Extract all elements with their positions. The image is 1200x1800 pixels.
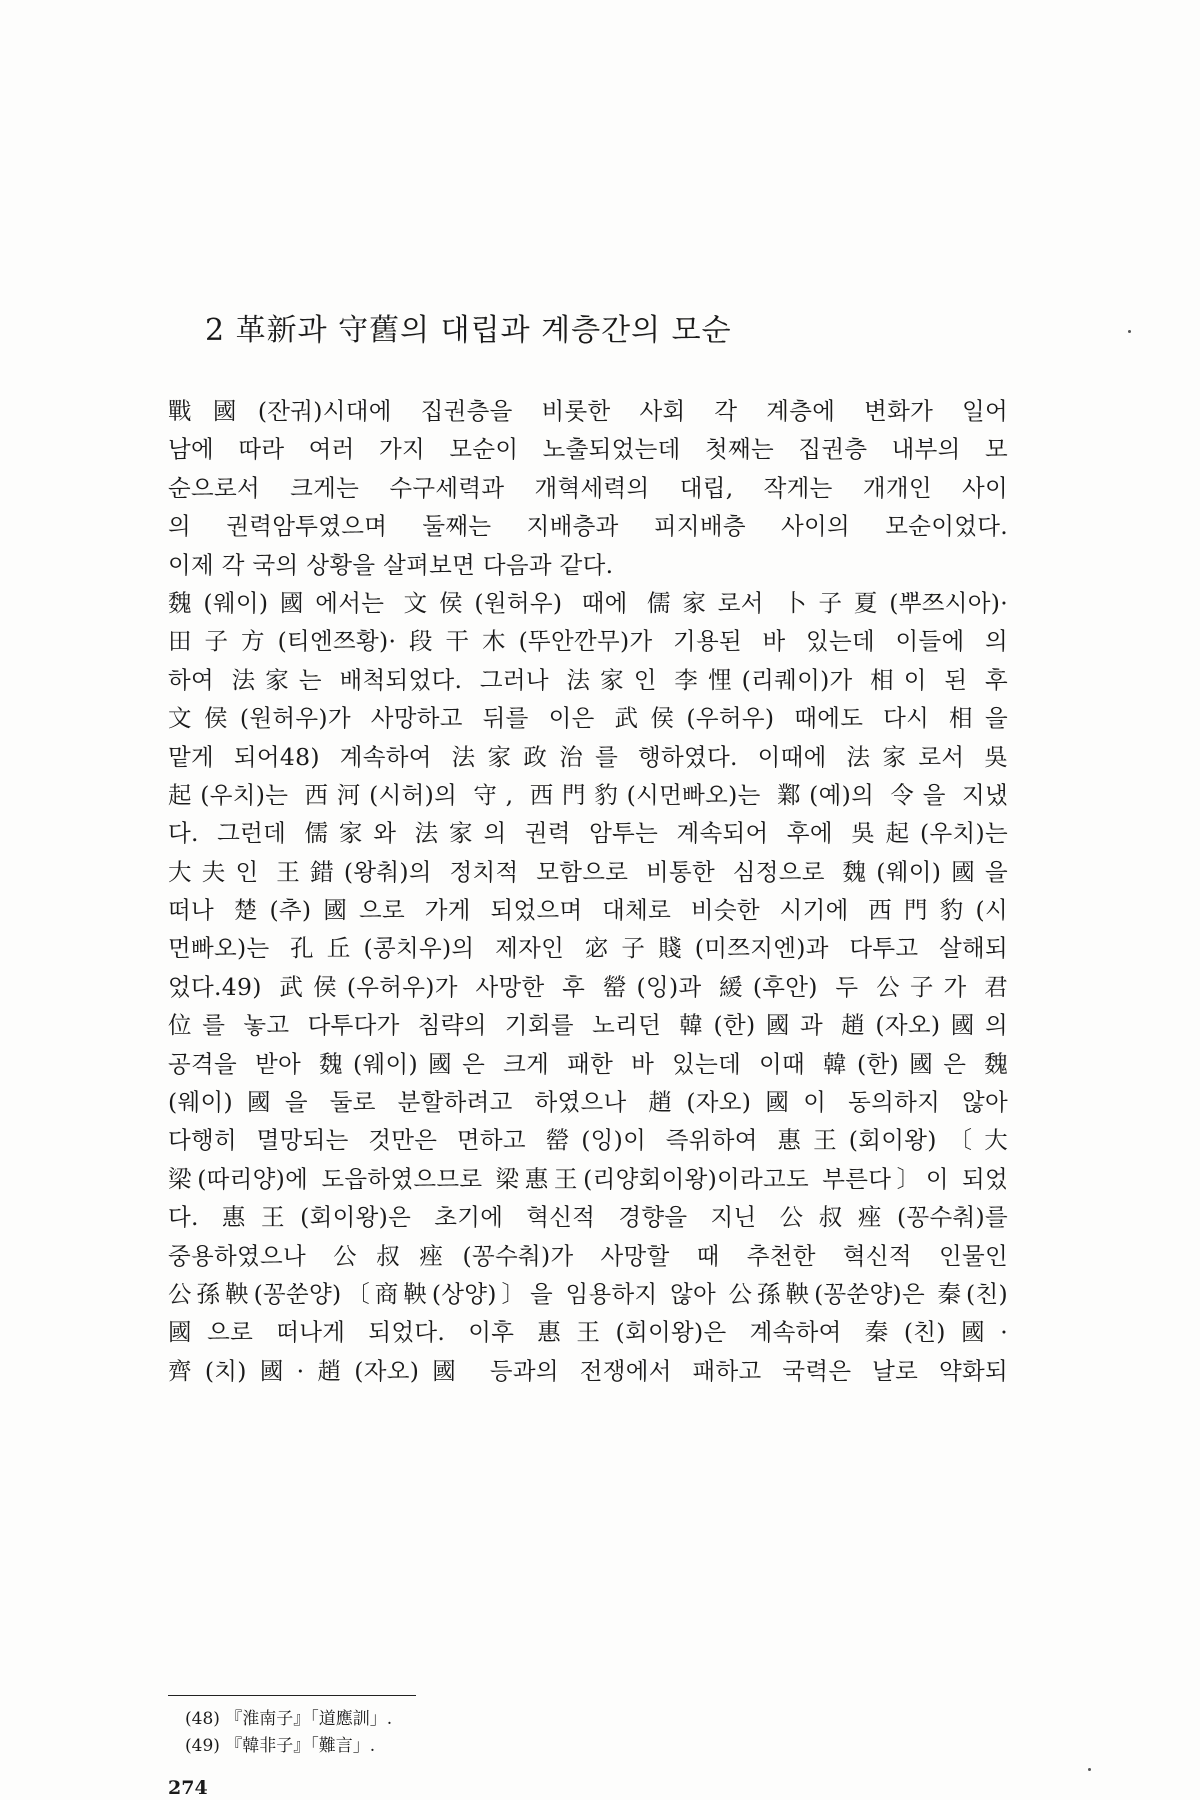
text-line: 魏(웨이)國에서는 文侯(원허우) 때에 儒家로서 卜子夏(뿌쯔시아)· — [168, 588, 1008, 617]
page-number: 274 — [168, 1777, 208, 1799]
footnote-48: (48) 『淮南子』「道應訓」. — [185, 1709, 393, 1729]
text-line: 었다.49) 武侯(우허우)가 사망한 후 罃(잉)과 緩(후안) 두 公子가 君 — [168, 972, 1008, 1001]
text-line: 文侯(원허우)가 사망하고 뒤를 이은 武侯(우허우) 때에도 다시 相을 — [168, 704, 1008, 733]
text-line: 齊(치)國·趙(자오)國 등과의 전쟁에서 패하고 국력은 날로 약화되 — [168, 1356, 1008, 1385]
text-line: 田子方(티엔쯔황)·段干木(뚜안깐무)가 기용된 바 있는데 이들에 의 — [168, 627, 1008, 656]
text-line: 國으로 떠나게 되었다. 이후 惠王(회이왕)은 계속하여 秦(친)國· — [168, 1318, 1008, 1347]
text-line: 공격을 받아 魏(웨이)國은 크게 패한 바 있는데 이때 韓(한)國은 魏 — [168, 1049, 1008, 1078]
text-line: 戰國(잔궈)시대에 집권층을 비롯한 사회 각 계층에 변화가 일어 — [168, 397, 1008, 425]
scan-speck — [1128, 330, 1131, 333]
text-line: 梁(따리양)에 도읍하였으므로 梁惠王(리양회이왕)이라고도 부른다〕이 되었 — [168, 1164, 1008, 1193]
body-text — [168, 392, 1008, 1390]
text-line: 다. 惠王(회이왕)은 초기에 혁신적 경향을 지닌 公叔痤(꽁수춰)를 — [168, 1203, 1008, 1232]
text-line: 먼빠오)는 孔丘(콩치우)의 제자인 宓子賤(미쯔지엔)과 다투고 살해되 — [168, 934, 1008, 963]
text-line: 하여 法家는 배척되었다. 그러나 法家인 李悝(리퀘이)가 相이 된 후 — [168, 665, 1008, 694]
text-line: 의 권력암투였으며 둘째는 지배층과 피지배층 사이의 모순이었다. — [168, 512, 1008, 541]
text-line: 다. 그런데 儒家와 法家의 권력 암투는 계속되어 후에 吳起(우치)는 — [168, 819, 1008, 848]
text-line: 位를 놓고 다투다가 침략의 기회를 노리던 韓(한)國과 趙(자오)國의 — [168, 1011, 1008, 1040]
text-line: 이제 각 국의 상황을 살펴보면 다음과 같다. — [168, 550, 614, 579]
section-heading: 2 革新과 守舊의 대립과 계층간의 모순 — [205, 313, 732, 348]
text-line: 떠나 楚(추)國으로 가게 되었으며 대체로 비슷한 시기에 西門豹(시 — [168, 896, 1008, 925]
text-line: 맡게 되어48) 계속하여 法家政治를 행하였다. 이때에 法家로서 吳 — [168, 742, 1008, 771]
text-line: (웨이)國을 둘로 분할하려고 하였으나 趙(자오)國이 동의하지 않아 — [168, 1088, 1008, 1117]
text-line: 중용하였으나 公叔痤(꽁수춰)가 사망할 때 추천한 혁신적 인물인 — [168, 1241, 1008, 1270]
text-line: 公孫鞅(꽁쑨양)〔商鞅(상양)〕을 임용하지 않아 公孫鞅(꽁쑨양)은 秦(친) — [168, 1279, 1008, 1308]
text-line: 남에 따라 여러 가지 모순이 노출되었는데 첫째는 집권층 내부의 모 — [168, 435, 1008, 464]
footnotes — [185, 1706, 392, 1760]
text-line: 다행히 멸망되는 것만은 면하고 罃(잉)이 즉위하여 惠王(회이왕)〔大 — [168, 1126, 1008, 1155]
scan-speck — [1088, 1768, 1091, 1771]
text-line: 起(우치)는 西河(시허)의 守, 西門豹(시먼빠오)는 鄴(예)의 令을 지냈 — [168, 780, 1008, 809]
text-line: 大夫인 王錯(왕춰)의 정치적 모함으로 비통한 심정으로 魏(웨이)國을 — [168, 857, 1008, 886]
text-line: 순으로서 크게는 수구세력과 개혁세력의 대립, 작게는 개개인 사이 — [168, 473, 1008, 502]
footnote-49: (49) 『韓非子』「難言」. — [185, 1736, 376, 1756]
footnote-divider — [168, 1695, 416, 1696]
